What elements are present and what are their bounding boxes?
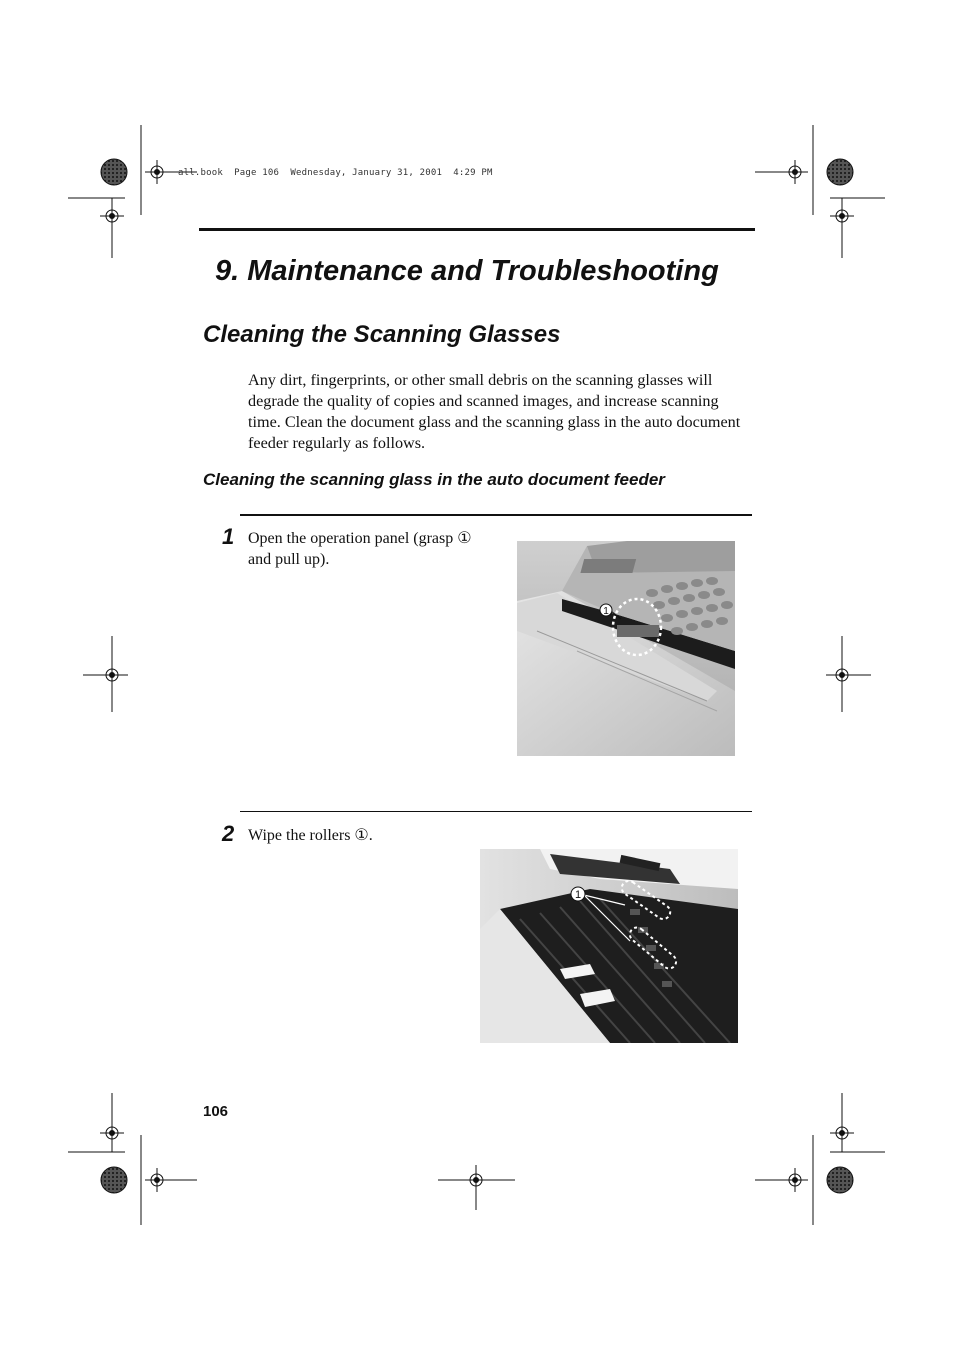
step-2-callout: 1	[574, 889, 582, 901]
step-1-number: 1	[222, 524, 235, 549]
subsection-title: Cleaning the scanning glass in the auto document feeder	[203, 470, 665, 489]
step-2-text: Wipe the rollers ①.	[248, 827, 373, 844]
step-2-rule	[240, 811, 752, 812]
step-1-text-line2: and pull up).	[248, 551, 330, 568]
section-title: Cleaning the Scanning Glasses	[203, 321, 561, 348]
chapter-rule	[199, 228, 755, 231]
step-2-number: 2	[222, 821, 235, 846]
intro-paragraph: Any dirt, fingerprints, or other small debris on the scanning glasses will degrade the quality of copies and scanned images, and increase scanning time. Clean the document glass and the scanning glass in the auto document feeder regularly as follows.	[248, 371, 741, 452]
step-1-text-line1: Open the operation panel (grasp ①	[248, 530, 472, 547]
step-1-text	[248, 528, 472, 570]
print-slug: all.book Page 106 Wednesday, January 31, 2001 4:29 PM	[178, 168, 493, 178]
page-number: 106	[203, 1103, 229, 1120]
rollers-illustration	[480, 849, 738, 1043]
step-1-callout: 1	[603, 606, 609, 617]
operation-panel-illustration	[517, 541, 735, 756]
step-1-photo-operation-panel	[517, 541, 735, 756]
chapter-title: 9. Maintenance and Troubleshooting	[215, 255, 719, 287]
step-1-rule	[240, 514, 752, 516]
step-2-photo-rollers	[480, 849, 738, 1043]
